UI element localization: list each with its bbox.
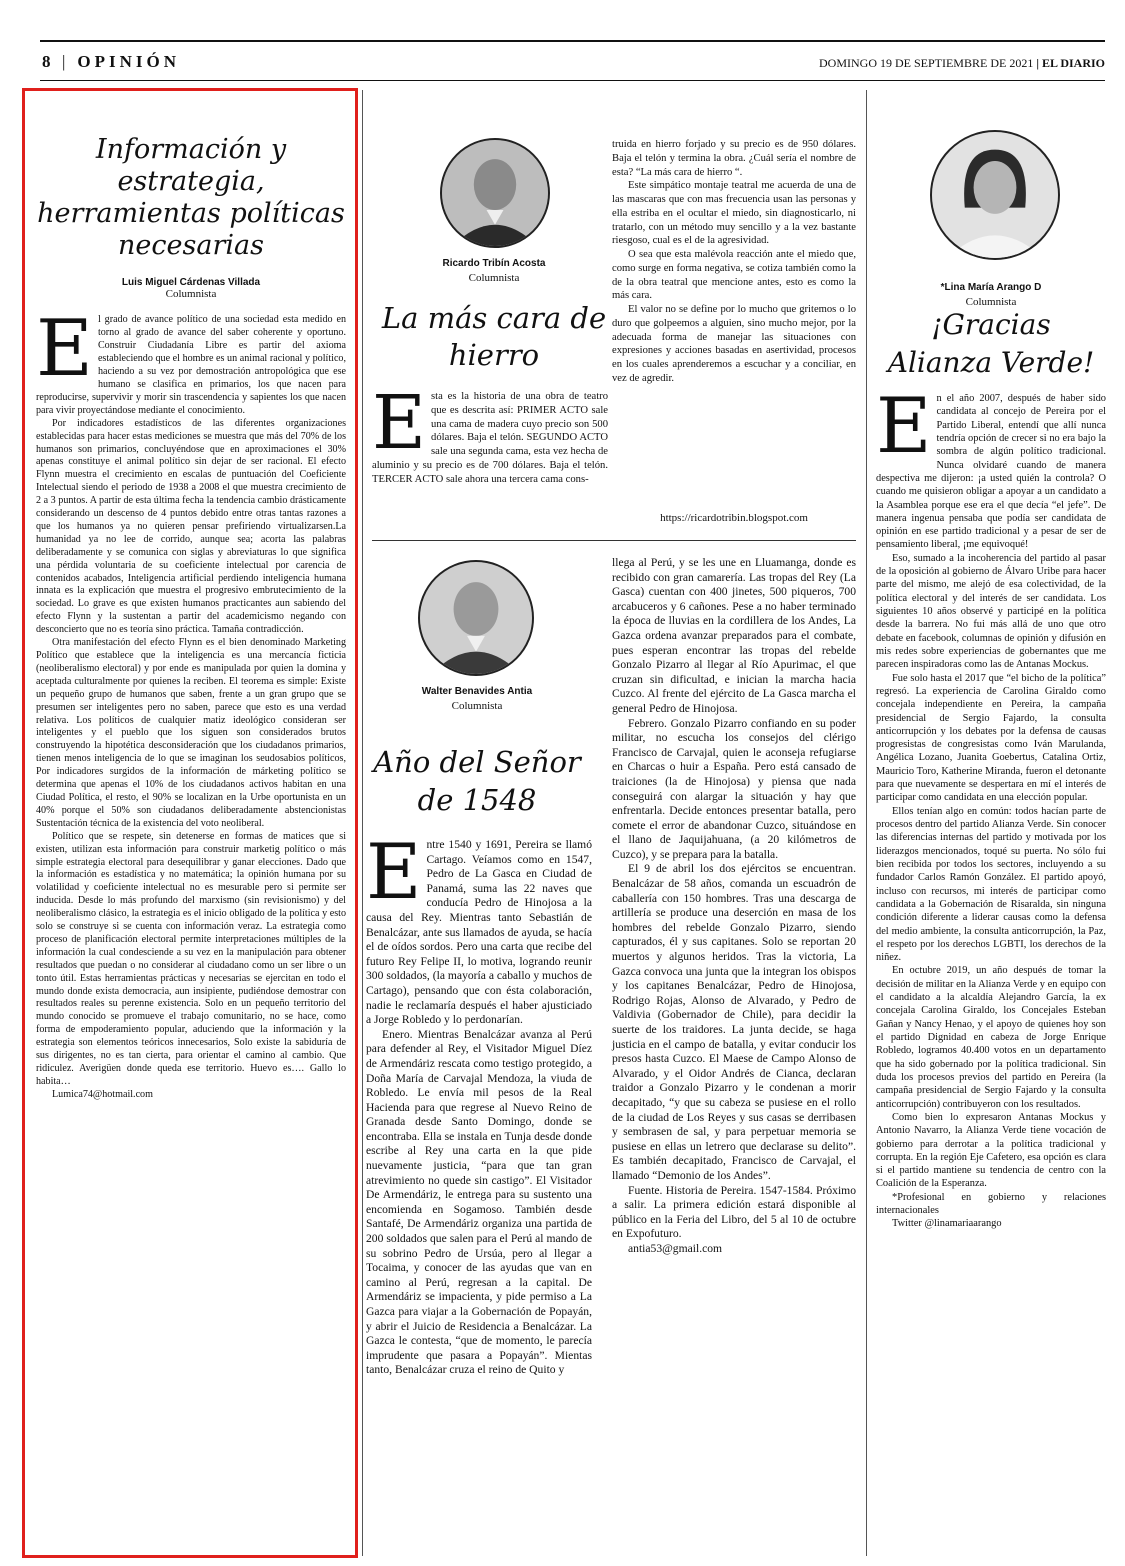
article2-dropcap: E <box>372 380 427 466</box>
article-separator <box>372 540 856 541</box>
article1-role: Columnista <box>165 288 217 301</box>
article3-paragraph: Enero. Mientras Benalcázar avanza al Perú para defender al Rey, el Visitador Miguel Díez de Armendáriz rescata como testigo protegido, a Doña María de Carvajal Mendoza, la viuda de Robledo. Le envía mil pesos de la Real Hacienda para que regrese al Nuevo Reino de Granada desde Santo Domingo, donde se encontraba. Ella se instala en Tunja desde donde escribe al Rey una carta en la que pide nuevamente justicia, “para que tan gran atrevimiento no quede sin castigo”. El Visitador De Armendáriz, le entrega para su sustento una encomienda en Sogamoso. También desde Santafé, De Armendáriz organiza una partida de 200 soldados que salen para el Perú al mando de su sobrino Pedro de Ursúa, pero al llegar a Tocaima, y conocer de las ayudas que van en camino al Perú, regresan a la capital. De Armendáriz se impacienta, y pide permiso a La Gazca para viajar a la Gobernación de Popayán, y abrir el Juicio de Residencia a Benalcázar. La Gazca le contesta, “que de momento, le parecía imprudente que pasara a Popayán”. Mientas tanto, Benalcázar cruza el reino de Quito y <box>366 1027 592 1377</box>
section-label: OPINIÓN <box>77 52 181 71</box>
article4-body <box>876 381 1106 1231</box>
article4-paragraph: Como bien lo expresaron Antanas Mockus y Antonio Navarro, la Alianza Verde tiene vocación de gobierno para derrotar a la política tradicional y corrupta. En la región Eje Cafetero, esa opción es clara si el partido mantiene su tendencia de centro con la Coalición de la Esperanza. <box>876 1111 1106 1190</box>
dateline <box>819 56 1105 71</box>
article1-paragraph: Por indicadores estadísticos de las diferentes organizaciones establecidas para hacer estas mediciones se muestra que más del 70% de los humanos son primarios, concluyéndose que en aproximaciones el 30% apenas constituye el animal político sin dejar de ser racional. El efecto Flynn muestra el crecimiento en escalas de puntuación del Coeficiente Intelectual siendo el periodo de 1938 a 2008 el que muestra crecimiento de 2 a 3 puntos. A partir de esta última fecha la tendencia cambio drásticamente considerando un descenso de 4 puntos debido entre otras tantas razones a que los humanos ya no quieren pensar prefiriendo virtualizarsen.La humanidad ya no lee de corrido, aunque sea; acorta las palabras deliberadamente y se comunica con siglas y abreviaturas lo que significa una pérdida voluntaria de su coeficiente intelectual por carencia de contenidos acabados, Inteligencia artificial perdiendo inteligencia humana innata es la explicación que muestra el progresivo embrutecimiento de la sociedad. Lo grave es que existen humanos practicantes aun sabiendo del efecto Flynn y la sustentan a partir del academicismo negando con desconcierto que no es teoría sino práctica. Tamaña contradicción. <box>36 417 346 636</box>
publication-name: | EL DIARIO <box>1036 56 1105 70</box>
article2-paragraph: sta es la historia de una obra de teatro que es descrita así: PRIMER ACTO sale una cama de madera cuyo precio son 500 dólares. Baja el telón. SEGUNDO ACTO sale una segunda cama, esta vez hecha de aluminio y su precio es de 700 dólares. Baja el telón. TERCER ACTO sale ahora una tercera cama cons- <box>372 391 608 485</box>
article3-role: Columnista <box>451 700 503 712</box>
article3-paragraph: Fuente. Historia de Pereira. 1547-1584. Próximo a salir. La primera edición estará disponible al público en la Feria del Libro, del 5 al 10 de octubre en Expofuturo. <box>612 1183 856 1241</box>
article4-paragraph: Fue solo hasta el 2017 que “el bicho de la política” regresó. La experiencia de Carolina Giraldo como concejala independiente en Pereira, la campaña presidencial de Sergio Fajardo, la consulta anticorrupción y los debates por la defensa de causas progresistas de congresistas como Iván Marulanda, Angélica Lozano, Juanita Goebertus, Catalina Ortiz, Mauricio Toro, Katherine Miranda, fueron el detonante para que nuevamente se despertara en mí el interés de participar como candidata en una elección popular. <box>876 672 1106 804</box>
author-photo-arango <box>930 130 1060 260</box>
column-divider-right <box>866 90 867 1556</box>
page-number: 8 <box>42 52 52 71</box>
portrait-icon <box>442 140 548 246</box>
article3-paragraph: llega al Perú, y se les une en Lluamanga, donde es recibido con gran camarería. Las tropas del Rey (La Gasca) cuentan con 400 jinetes, 500 piqueros, 700 arcabuceros y 6 cañones. Pese a no haber terminado la época de lluvias en la cordillera de los Andes, La Gazca ordena avanzar preparados para el combate, pues esperan encontrar las tropas del rebelde Gonzalo Pizarro al llegar al Río Apurimac, el que cruzan sin dificultad, e inician la marcha hacia Cuzco. Al frente del ejército de La Gasca marcha el general Pedro de Hinojosa. <box>612 556 856 715</box>
article4-paragraph: Eso, sumado a la incoherencia del partido al pasar de la oposición al gobierno de Álvaro Uribe para hacer parte del mismo, me alejó de esa colectividad, de la política electoral y del interés de ser candidata. Los siguientes 10 años observé y participé en la política desde la barrera. No fui más allá de uno que otro debate en facebook, columnas de opinión y difusión en mis redes sobre experiencias de gobernantes que me parecen inspiradoras como las de Antanas Mockus. <box>876 552 1106 671</box>
portrait-icon <box>932 132 1058 258</box>
issue-date: DOMINGO 19 DE SEPTIEMBRE DE 2021 <box>818 56 1034 70</box>
article2-paragraph: Este simpático montaje teatral me acuerda de una de las mascaras que con mas frecuencia usan las personas y ella estriba en el ocultar el miedo, sin diagnosticarlo, ni tratarlo, con un método muy sencillo y a la vez bastante riesgoso, cual es el de la agresividad. <box>612 180 856 247</box>
article1-body <box>36 304 346 1101</box>
article2-blog-link[interactable]: https://ricardotribin.blogspot.com <box>660 512 808 524</box>
article4-paragraph: Ellos tenían algo en común: todos hacían parte de procesos dentro del partido Alianza Verde. Sin conocer las diferencias internas del partido y motivada por los liderazgos mencionados, toqué su puerta. No sólo fui bien recibida por todos los sectores, incluyendo a su fundador Carlos Ramón González. El partido apoyó, incluso con recursos, mi interés de participar como candidata a la Gobernación de Risaralda, sin ninguna condición diferente a liderar causas como la defensa del medio ambiente, la consulta anticorrupción, la Paz, el respeto por los derechos LGBTI, los derechos de la niñez. <box>876 805 1106 964</box>
article3-paragraph: ntre 1540 y 1691, Pereira se llamó Cartago. Veíamos como en 1547, Pedro de La Gasca en Ciudad de Panamá, suma las 22 naves que conducía Pedro de Hinojosa a la causa del Rey. Mientras tanto Sebastián de Benalcázar, ante sus llamados de ayuda, se hacía el de oídos sordos. Pero una carta que recibe del futuro Rey Felipe II, lo motiva, logrando reunir 300 soldados, (la mayoría a caballo y muchos de Cartago), pensando que con ésta colaboración, nadie le reclamaría después el haber ajusticiado a Jorge Robledo y lo perdonarían. <box>366 838 592 1027</box>
article4-author: *Lina María Arango D <box>940 282 1042 293</box>
article3-author: Walter Benavides Antia <box>421 686 533 697</box>
article3-col2 <box>612 556 856 1257</box>
author-photo-tribin <box>440 138 550 248</box>
article1-email: Lumica74@hotmail.com <box>52 1088 153 1100</box>
article4-paragraph: En octubre 2019, un año después de tomar la decisión de militar en la Alianza Verde y en equipo con el candidato a la alcaldía Alejandro García, la ex concejala Carolina Giraldo, los Concejales Esteban Gañan y Nancy Henao, y el apoyo de quienes hoy son el partido Dignidad en cabeza de Jorge Enrique Robledo, logramos 40.400 votos en un departamento que ha sido gobernado por la política tradicional. Sin duda los procesos previos del partido en Pereira (la campaña presidencial de Sergio Fajardo y la consulta anticorrupción) contribuyeron con los resultados. <box>876 965 1106 1110</box>
article2-paragraph: truida en hierro forjado y su precio es de 950 dólares. Baja el telón y termina la obra. ¿Cuál sería el nombre de esta? “La más cara de hierro “. <box>612 139 856 178</box>
article3-dropcap: E <box>366 827 422 916</box>
article1-paragraph: Político que se respete, sin detenerse en formas de matices que si existen, utilizan esta información para construir marketig político o más simple estrategia electoral para desequilibrar y ganar elecciones. Dado que la información es estadística y no matemática; la opinión humana por su volatilidad y coeficiente intelectual no es mesurable pero si permite ser inducida. Desde lo más profundo del marxismo (sin revisionismo) y del neoliberalismo clásico, la estrategia es el inicio obligado de la política y esto solo se construye si se cuenta con información veraz. La estrategia como proceso de planificación electoral permite interpretaciones múltiples de la información la cual condesciende a su vez en la manipulación para obtener resultados que puedan o no considerar al ciudadano como un ser libre o un tonto útil. Estas herramientas prácticas y necesarias se ejercitan en todo el mundo donde exista democracia, aun insipiente, pudiéndose demostrar con resultados reales su perenne existencia. Solo en un pequeño territorio del mundo conocido se promueve el trabajo comunitario, no se hace, como forma de empoderamiento popular, aduciendo que la información y la estrategia son elementos teóricos innecesarios, Solo existe la sabiduría de sus dirigentes, no es tan cierta, para orientar el camino al cambio. Que ridiculez. Averigüen donde queda ese territorio. Huevo es…. Gallo lo habita… <box>36 830 346 1087</box>
article4-footnote: *Profesional en gobierno y relaciones internacionales <box>876 1191 1106 1217</box>
article4-title: ¡Gracias Alianza Verde! <box>887 308 1095 380</box>
header-bottom-rule <box>40 80 1105 81</box>
article4-role: Columnista <box>965 296 1017 308</box>
section-separator: | <box>62 52 70 71</box>
article3-email: antia53@gmail.com <box>628 1241 723 1255</box>
article4-paragraph: n el año 2007, después de haber sido candidata al concejo de Pereira por el Partido Liberal, entendí que allí nunca tendría opción de crecer si no era bajo la sombra de algún político tradicional. Nunca olvidaré cuando de manera despectiva me dijeron: ¡a usted quién la controla? O cuando me quisieron obligar a apoyar a un candidato a la Asamblea porque ese era el que decía “el jefe”. De manera ingenua pensaba que podía ser candidata de opinión en ese partido tradicional y a pesar de ser de pensamiento liberal, ¡me equivoqué! <box>876 393 1106 551</box>
article1 <box>36 134 346 1102</box>
article2-paragraph: El valor no se define por lo mucho que gritemos o lo duro que golpeemos a alguien, sino mucho mejor, por la adecuada forma de manejar las situaciones con expresiones y acciones basadas en asertividad, procesos en los cuales aprenderemos a escuchar y a conciliar, en vez de agredir. <box>612 304 856 385</box>
article2-role: Columnista <box>468 272 520 284</box>
article3-paragraph: Febrero. Gonzalo Pizarro confiando en su poder militar, no escucha los consejos del clérigo Francisco de Carvajal, quien le aconseja refugiarse en Charcas o huir a España. Pero está cansado de traiciones (la de Hinojosa) y piensa que nada conseguirá con alargar la situación y hay que enfrentarla. Decide entonces presentar batalla, pero comete el error de abandonar Cuzco, situándose en el llano de Jaquijahuana, (a 20 kilómetros de Cuzco), y se prepara para la batalla. <box>612 716 856 861</box>
article2-paragraph: O sea que esta malévola reacción ante el miedo que, como surge en forma negativa, se cotiza también como la de la obra teatral que mencione antes, esto es como la más cara. <box>612 249 856 302</box>
article3-col1 <box>366 827 592 1378</box>
article1-dropcap: E <box>36 304 93 395</box>
header-top-rule <box>40 40 1105 42</box>
article1-paragraph: Otra manifestación del efecto Flynn es el bien denominado Marketing Político que establece que la inteligencia es una mercancía ficticia (neoliberalismo electoral) y por ende es manipulada por quien la domina y aceptada culturalmente por quienes la reciben. El teorema es simple: Existe un pequeño grupo de humanos que saben, frente a un gran grupo que se presumen ser inteligentes pero no saben, parece que esto es una verdad relativa. Los políticos de cualquier matiz ideológico consideran ser inteligentes y el pueblo que los siguen son considerados brutos construyendo la hipotética desconsideración que los ciudadanos primarios, tienen menos inteligencia de lo que se imaginan los seudosabios políticos, Por indicadores surgidos de la información de márketing político se determina que apenas el 10% de los ciudadanos activos habitan en una Ciudad Política, el resto, el 90% se localizan en la Urbe oportunista en un 40% porque el 50% son ciudadanos deliberadamente abstencionistas Sustentación técnica de la existencia del voto neoliberal. <box>36 637 346 829</box>
author-photo-benavides <box>418 560 534 676</box>
article2-title: La más cara de hierro <box>381 301 607 373</box>
article4-dropcap: E <box>876 381 932 470</box>
section-name <box>62 52 180 72</box>
article1-paragraph: l grado de avance político de una sociedad esta medido en torno al grado de avance del saber coherente y oportuno. Construir Ciudadanía Libre es partir del axioma estableciendo que el hombre es un animal racional y político, haciendo a su vez por demostración antropológica que ese humano se clasifica en primarios, los que nacen para reproducirse, supervivir y morir sin trascendencia y sapientes los que nacen para vivir proyectándose mediante el conocimiento. <box>36 314 346 416</box>
article2-author: Ricardo Tribín Acosta <box>442 258 546 269</box>
article3-title: Año del Señor de 1548 <box>373 745 581 817</box>
article4-twitter[interactable]: Twitter @linamariaarango <box>892 1218 1002 1230</box>
column-divider-left <box>362 90 363 1556</box>
article2-col2 <box>612 138 856 386</box>
article1-author: Luis Miguel Cárdenas Villada <box>121 277 261 289</box>
article2-col1 <box>372 380 608 486</box>
article3-paragraph: El 9 de abril los dos ejércitos se encuentran. Benalcázar de 58 años, comanda un escuadrón de caballería con 150 hombres. Tras una descarga de artillería se produce una deserción en masa de los hombres del rebelde Gonzalo Pizarro, siendo capturados, él y sus capitanes. Solo se reportan 20 muertos y algunos heridos. Tras la victoria, La Gazca convoca una junta que la integran los obispos y los capitanes Benalcázar, Pedro de Hinojosa, Rodrigo Rojas, Alonso de Alvarado, y Pedro de Valdivia (Gobernador de Chile), para decidir la suerte de los traidores. La junta decide, se haga justicia en el campo de batalla, y evitar conducir los presos hasta Cuzco. El Maese de Campo Alonso de Alvarado, y el Oidor Andrés de Cianca, declaran traidor a Gonzalo Pizarro y le condenan a morir decapitado, “y que su cabeza se pusiese en el rollo de la ciudad de Los Reyes y sus casas se derribasen y sembrasen de sal, y para perpetuar memoria se pusiese en ellas un letrero que declarase su delito”. Es también decapitado, Francisco de Carvajal, el llamado “Demonio de los Andes”. <box>612 862 856 1182</box>
article1-title: Información y estrategia, herramientas políticas necesarias <box>37 134 345 261</box>
portrait-icon <box>420 562 532 674</box>
